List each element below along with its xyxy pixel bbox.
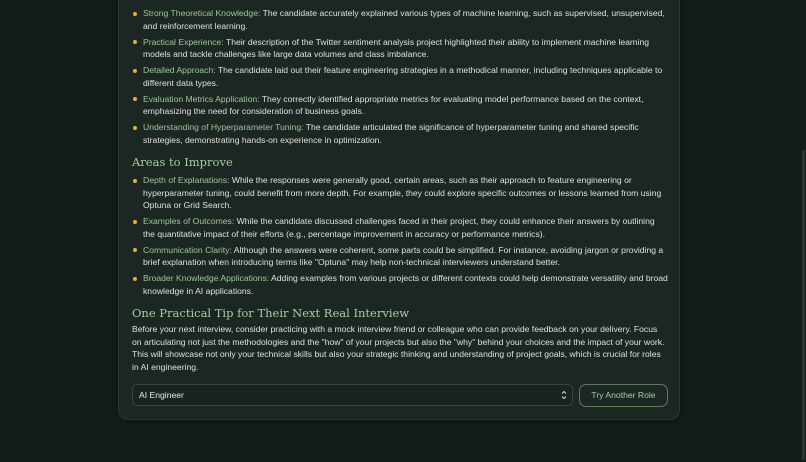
improve-list (132, 174, 668, 301)
list-item: Communication Clarity: Although the answers were coherent, some parts could be simplified. For instance, avoiding jargon or providing a brief explanation when introducing terms like "Optuna" may help non-technical interviewers understand better. (132, 244, 668, 269)
bullet-icon (133, 248, 137, 252)
bullet-icon (133, 220, 137, 224)
scrollbar[interactable] (802, 150, 805, 460)
bullet-icon (133, 12, 137, 16)
bullet-icon (133, 179, 137, 183)
practical-tip-text: Before your next interview, consider practicing with a mock interview friend or colleague who can provide feedback on your delivery. Focus on articulating not just the methodologies and the "how" of your projects but also the "why" behind your choices and the impact of your work. This will showcase not only your technical skills but also your strategic thinking and understanding of project goals, which is crucial for roles in AI engineering. (132, 324, 665, 372)
list-item: Depth of Explanations: While the responses were generally good, certain areas, such as their approach to feature engineering or hyperparameter tuning, could benefit from more depth. For example, they could explore specific outcomes or lessons learned from using Optuna or Grid Search. (132, 174, 668, 212)
list-item: Broader Knowledge Applications: Adding examples from various projects or different contexts could help demonstrate versatility and broad knowledge in AI applications. (132, 272, 668, 297)
bullet-icon (133, 277, 137, 281)
areas-to-improve-heading: Areas to Improve (132, 155, 233, 169)
list-item: Strong Theoretical Knowledge: The candidate accurately explained various types of machine learning, such as supervised, unsupervised, and reinforcement learning. (132, 7, 668, 32)
feedback-card (118, 0, 680, 420)
strengths-list (132, 7, 668, 150)
list-item: Examples of Outcomes: While the candidate discussed challenges faced in their project, they could enhance their answers by outlining the quantitative impact of their efforts (e.g., percentage improvement in accuracy or performance metrics). (132, 215, 668, 240)
role-select-value: AI Engineer (139, 390, 184, 400)
bullet-icon (133, 126, 137, 130)
bullet-icon (133, 40, 137, 44)
list-item: Evaluation Metrics Application: They correctly identified appropriate metrics for evaluating model performance based on the context, emphasizing the need for consideration of business goals. (132, 93, 668, 118)
bullet-icon (133, 69, 137, 73)
try-another-role-button[interactable]: Try Another Role (579, 384, 668, 407)
list-item: Detailed Approach: The candidate laid out their feature engineering strategies in a methodical manner, including techniques applicable to different data types. (132, 64, 668, 89)
list-item: Practical Experience: Their description of the Twitter sentiment analysis project highlighted their ability to implement machine learning models and tackle challenges like large data volumes and class imbalance. (132, 36, 668, 61)
practical-tip-heading: One Practical Tip for Their Next Real Interview (132, 306, 410, 320)
chevron-up-down-icon (561, 388, 567, 402)
bullet-icon (133, 97, 137, 101)
role-select[interactable] (132, 384, 573, 406)
list-item: Understanding of Hyperparameter Tuning: The candidate articulated the significance of hyperparameter tuning and shared specific strategies, demonstrating hands-on experience in optimization. (132, 121, 668, 146)
